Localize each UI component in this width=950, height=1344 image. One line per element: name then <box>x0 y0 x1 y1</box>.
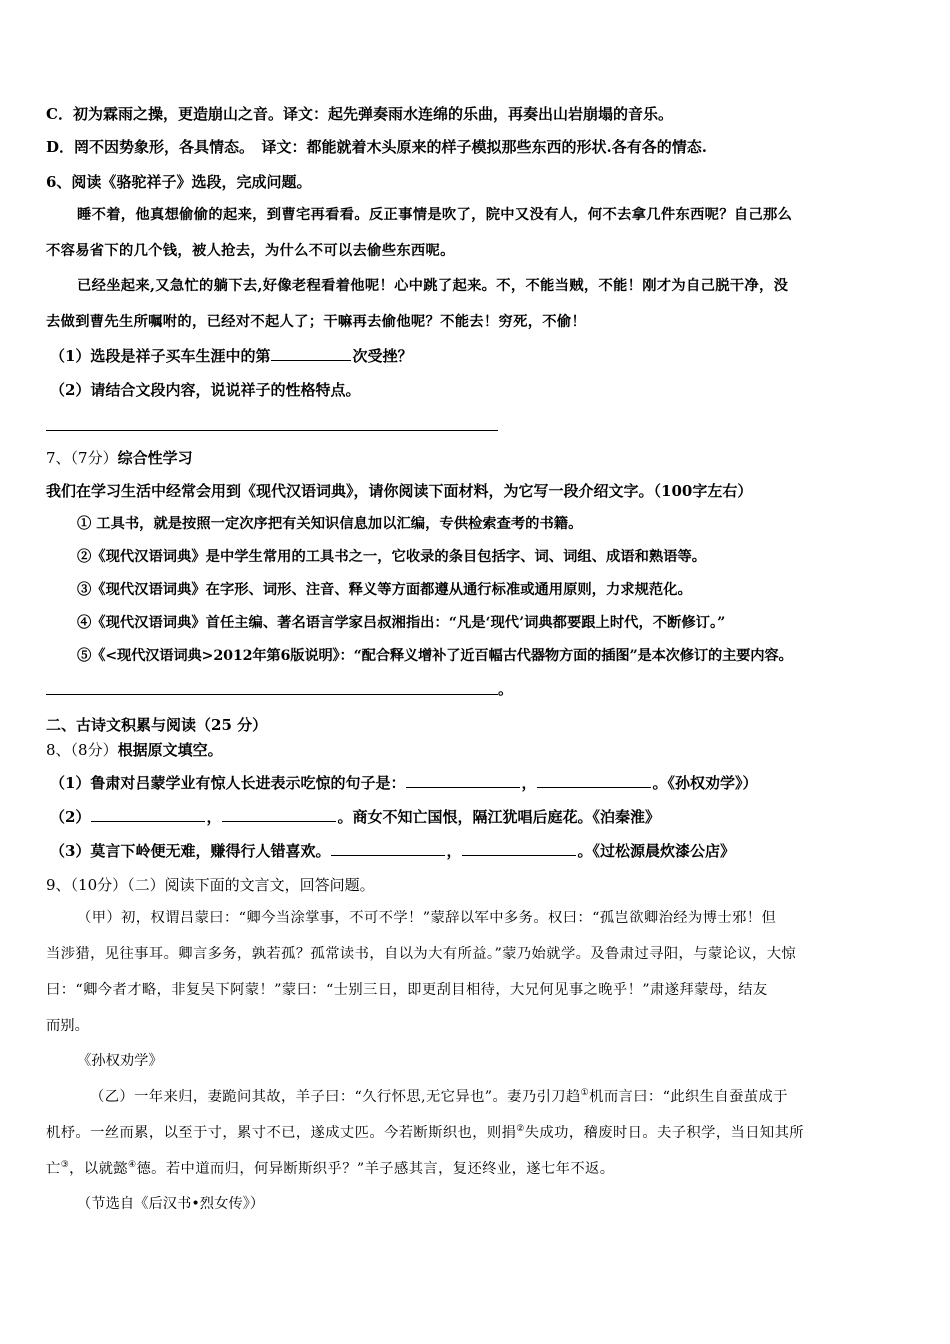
answer-blank[interactable] <box>462 841 576 856</box>
footnote-marker: ② <box>516 1124 525 1135</box>
q9-yi-line <box>46 1159 614 1179</box>
q9-jia-line: 曰：“卿今者才略，非复吴下阿蒙！”蒙曰：“士别三日，即更刮目相待，大兄何见事之晚乎！”肃遂拜蒙母，结友 <box>46 982 768 998</box>
option-d-letter: D． <box>46 138 75 156</box>
q8-line-3-suffix: 。《过松源晨炊漆公店》 <box>577 842 735 860</box>
q8-title-number: 8、（8分） <box>46 741 118 759</box>
q6-passage-line: 睡不着，他真想偷偷的起来，到曹宅再看看。反正事情是吹了，院中又没有人，何不去拿几件东西呢？自己那么 <box>77 207 793 223</box>
q7-title <box>46 448 193 468</box>
q7-title-number: 7、（7分） <box>46 449 118 467</box>
q6-passage-line: 不容易省下的几个钱，被人抢去，为什么不可以去偷些东西呢。 <box>46 243 455 259</box>
q7-title-text: 综合性学习 <box>117 449 193 467</box>
q9-yi-text: 机而言曰：“此织生自蚕茧成于 <box>589 1089 788 1105</box>
q7-item-1: ① 工具书，就是按照一定次序把有关知识信息加以汇编，专供检索查考的书籍。 <box>77 516 583 532</box>
q8-comma: ， <box>446 842 462 860</box>
q8-line-1-prefix: （1）鲁肃对吕蒙学业有惊人长进表示吃惊的句子是： <box>50 774 406 792</box>
q8-line-1-suffix: 。《孙权劝学》） <box>652 774 758 792</box>
answer-blank[interactable] <box>537 773 651 788</box>
q6-sub1-suffix: 次受挫？ <box>352 347 413 365</box>
answer-line[interactable] <box>46 430 498 431</box>
q9-yi-text: （乙）一年来归，妻跪问其故，羊子曰：“久行怀思,无它异也”。妻乃引刀趋 <box>90 1089 581 1105</box>
q6-passage-line: 已经坐起来,又急忙的躺下去,好像老程看着他呢！心中跳了起来。不，不能当贼，不能！刚才为自己脱干净，没 <box>77 278 789 294</box>
q6-passage-line: 去做到曹先生所嘱咐的，已经对不起人了；干嘛再去偷他呢？不能去！穷死，不偷！ <box>46 314 587 330</box>
q9-jia-line: 当涉猎，见往事耳。卿言多务，孰若孤？孤常读书，自以为大有所益。”蒙乃始就学。及鲁肃过寻阳，与蒙论议，大惊 <box>46 946 797 962</box>
q9-yi-text: 失成功，稽废时日。夫子积学，当日知其所 <box>524 1125 805 1141</box>
footnote-marker: ③ <box>60 1160 70 1171</box>
q7-answer-end: 。 <box>498 680 514 698</box>
q9-yi-source: （节选自《后汉书•烈女传》） <box>77 1196 265 1212</box>
q9-yi-text: 机杼。一丝而累，以至于寸，累寸不已，遂成丈匹。今若断斯织也，则捐 <box>46 1125 517 1141</box>
q9-jia-line: 而别。 <box>46 1018 89 1034</box>
q9-yi-line <box>46 1123 804 1143</box>
option-c-text: 初为霖雨之操，更造崩山之音。译文：起先弹奏雨水连绵的乐曲，再奏出山岩崩塌的音乐。 <box>72 105 673 123</box>
answer-blank[interactable] <box>271 346 351 361</box>
option-c-letter: C． <box>46 105 73 123</box>
answer-line[interactable] <box>46 694 498 695</box>
q7-intro: 我们在学习生活中经常会用到《现代汉语词典》，请你阅读下面材料，为它写一段介绍文字。（100字左右） <box>46 482 753 500</box>
q9-yi-line <box>90 1087 788 1107</box>
footnote-marker: ① <box>580 1088 590 1099</box>
q7-item-3: ③《现代汉语词典》在字形、词形、注音、释义等方面都遵从通行标准或通用原则，力求规范化。 <box>77 582 692 598</box>
q6-sub1-prefix: （1）选段是祥子买车生涯中的第 <box>50 347 271 365</box>
answer-blank[interactable] <box>222 807 336 822</box>
q8-line-1 <box>50 773 757 793</box>
answer-blank[interactable] <box>91 807 205 822</box>
answer-blank[interactable] <box>406 773 520 788</box>
q6-sub1 <box>50 346 412 366</box>
q7-item-4: ④《现代汉语词典》首任主编、著名语言学家吕叔湘指出：“凡是‘现代’词典都要跟上时代，不断修订。” <box>77 615 726 631</box>
option-d-text: 罔不因势象形，各具情态。 译文：都能就着木头原来的样子模拟那些东西的形状.各有各的情态. <box>74 138 707 156</box>
section-2-title: 二、古诗文积累与阅读（25 分） <box>46 716 268 734</box>
q9-yi-text: 亡 <box>46 1161 61 1177</box>
q8-line-3 <box>50 841 735 861</box>
q8-line-2-suffix: 。商女不知亡国恨，隔江犹唱后庭花。《泊秦淮》 <box>337 808 660 826</box>
q9-yi-text: 德。若中道而归，何异断斯织乎？”羊子感其言，复还终业，遂七年不返。 <box>136 1161 615 1177</box>
q8-line-2 <box>50 807 660 827</box>
footnote-marker: ④ <box>127 1160 137 1171</box>
answer-blank[interactable] <box>331 841 445 856</box>
q7-item-5: ⑤《<现代汉语词典>2012年第6版说明》：“配合释义增补了近百幅古代器物方面的插图”是本次修订的主要内容。 <box>77 648 793 664</box>
q8-line-3-prefix: （3）莫言下岭便无难，赚得行人错喜欢。 <box>50 842 331 860</box>
q9-jia-source: 《孙权劝学》 <box>77 1053 163 1069</box>
option-d <box>46 137 707 157</box>
option-c <box>46 104 673 124</box>
q6-title: 6、阅读《骆驼祥子》选段，完成问题。 <box>46 173 312 191</box>
q9-jia-line: （甲）初，权谓吕蒙曰：“卿今当涂掌事，不可不学！”蒙辞以军中多务。权曰：“孤岂欲卿治经为博士邪！但 <box>77 910 777 926</box>
q7-item-2: ②《现代汉语词典》是中学生常用的工具书之一，它收录的条目包括字、词、词组、成语和熟语等。 <box>77 549 707 565</box>
q8-title-text: 根据原文填空。 <box>117 741 223 759</box>
q9-title: 9、（10分）（二）阅读下面的文言文，回答问题。 <box>46 876 375 894</box>
q8-line-2-prefix: （2） <box>50 808 91 826</box>
q8-title <box>46 740 223 760</box>
q9-yi-text: ，以就懿 <box>69 1161 128 1177</box>
q6-sub2: （2）请结合文段内容，说说祥子的性格特点。 <box>50 381 361 399</box>
q8-comma: ， <box>521 774 537 792</box>
q8-comma: ， <box>206 808 222 826</box>
